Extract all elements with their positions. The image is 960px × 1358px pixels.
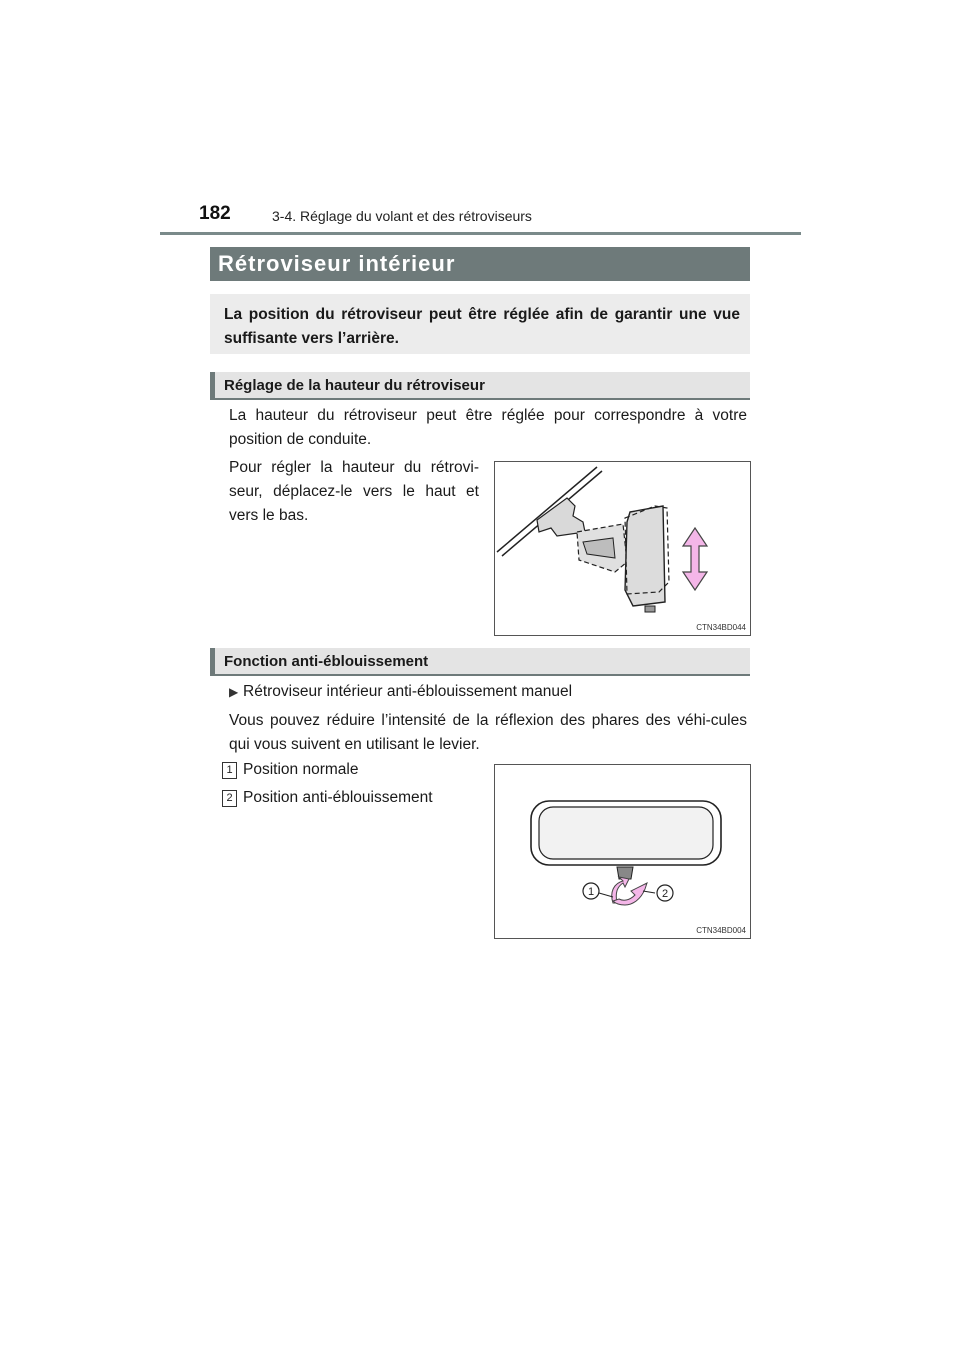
anti-glare-heading: Fonction anti-éblouissement xyxy=(224,653,429,670)
height-adjust-heading: Réglage de la hauteur du rétroviseur xyxy=(224,377,485,394)
anti-glare-paragraph: Vous pouvez réduire l’intensité de la réflexion des phares des véhi-cules qui vous suivent en utilisant le levier. xyxy=(229,712,747,753)
anti-glare-figure xyxy=(494,764,751,939)
mirror-height-illustration xyxy=(495,462,750,635)
intro-text: La position du rétroviseur peut être réglée afin de garantir une vue suffisante vers l’arrière. xyxy=(224,306,740,347)
chapter-title: 3-4. Réglage du volant et des rétroviseurs xyxy=(272,208,532,224)
mirror-height-figure xyxy=(494,461,751,636)
item-label-1: Position normale xyxy=(243,761,359,778)
page-number: 182 xyxy=(199,203,231,224)
height-adjust-instructions: Pour régler la hauteur du rétrovi-seur, déplacez-le vers le haut et vers le bas. xyxy=(229,459,479,524)
anti-glare-bullet-label: Rétroviseur intérieur anti-éblouissement manuel xyxy=(243,683,573,700)
section-title: Rétroviseur intérieur xyxy=(218,251,456,276)
header-divider xyxy=(160,232,801,235)
triangle-bullet-icon: ▶ xyxy=(229,685,239,699)
item-number-1: 1 xyxy=(222,762,237,779)
callout-1: 1 xyxy=(587,886,595,898)
height-adjust-paragraph: La hauteur du rétroviseur peut être réglée pour correspondre à votre position de conduite. xyxy=(229,407,747,448)
figure-code: CTN34BD044 xyxy=(696,623,746,632)
item-number-2: 2 xyxy=(222,790,237,807)
anti-glare-illustration xyxy=(495,765,750,938)
callout-2: 2 xyxy=(661,888,669,900)
item-label-2: Position anti-éblouissement xyxy=(243,789,433,806)
figure-code: CTN34BD004 xyxy=(696,926,746,935)
